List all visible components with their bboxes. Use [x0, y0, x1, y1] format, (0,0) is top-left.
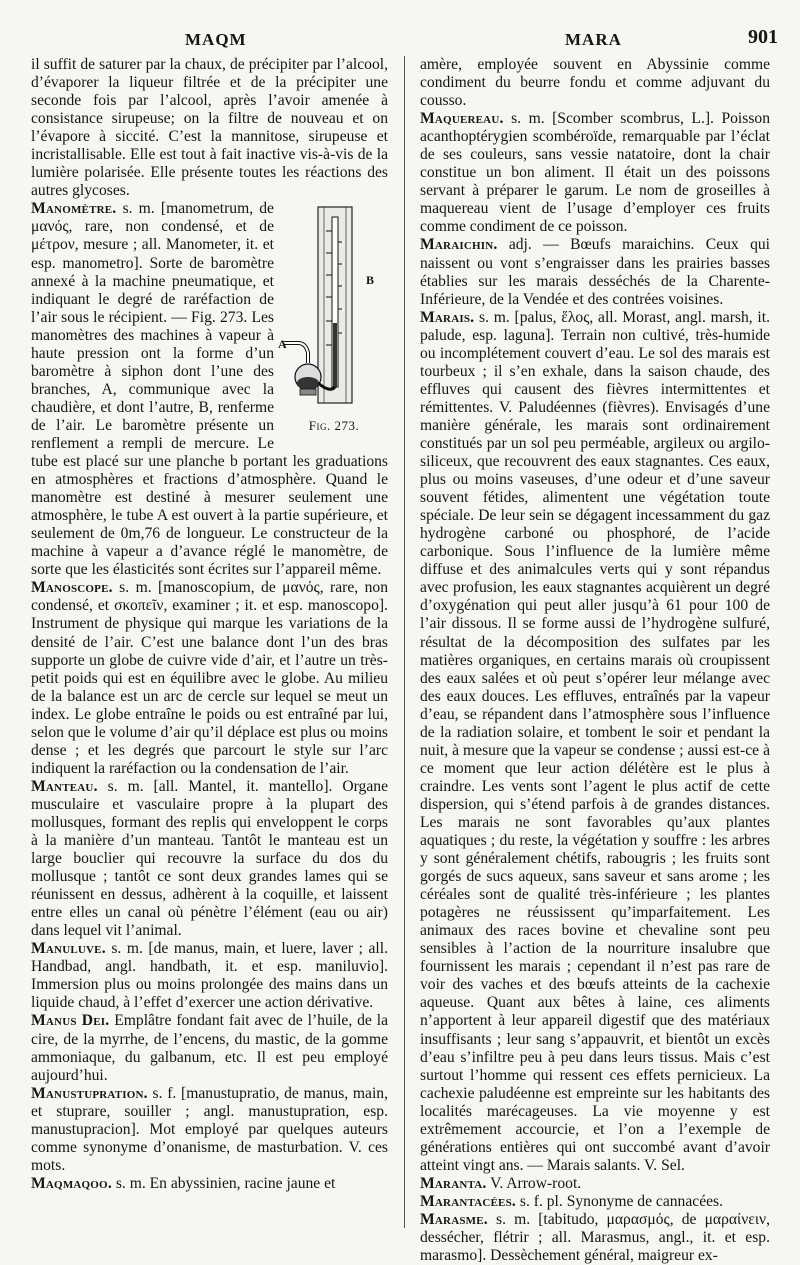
- entry-manometre: [31, 200, 388, 579]
- entry-maqmaqoo: [31, 1175, 388, 1193]
- headword-maraichin: Maraichin.: [420, 236, 498, 254]
- headword-manustupration: Manustupration.: [31, 1084, 148, 1102]
- running-header: [30, 26, 778, 50]
- figure-label-b: B: [366, 273, 375, 288]
- figure-caption: Fig. 273.: [308, 418, 360, 434]
- definition-maqmaqoo: s. m. En abyssinien, racine jaune et: [115, 1174, 336, 1192]
- headword-manteau: Manteau.: [31, 777, 98, 795]
- page-number: 901: [748, 26, 778, 48]
- definition-marais: s. m. [palus, ἕλος, all. Morast, angl. marsh, it. palude, esp. laguna]. Terrain non cultivé, très-humide ou incomplétement couvert d’eau. Le sol des marais est tourbeux ; il s’en exhale, dans la saison chaude, des effluves qui causent des fièvres intermittentes et rémittentes. V. Paludéennes (fièvres). Envisagés d’une manière générale, les marais sont ordinairement constitués par un sol peu perméable, argileux ou argilo-siliceux, que recouvrent des eaux stagnantes. Ces eaux, plus ou moins vaseuses, d’une odeur et d’une saveur souvent fétides, alimentent une végétation toute spéciale. De leur sein se dégagent incessamment du gaz hydrogène carboné ou phosphoré, de l’acide carbonique. Sous l’influence de la lumière même diffuse et des animalcules verts qui y sont répandus avec profusion, les eaux stagnantes acquièrent un degré d’oxygénation qui peut aller jusqu’à 61 pour 100 de l’air dissous. Il se forme aussi de l’hydrogène sulfuré, résultat de la décomposition des sulfates par les matières organiques, en certains marais où croupissent des eaux salées et où peut s’opérer leur mélange avec des eaux douces. Les effluves, entraînés par la vapeur d’eau, se répandent dans l’atmosphère sous l’influence de la radiation solaire, et tombent le soir et pendant la nuit, à mesure que la vapeur se condense ; aussi est-ce à ce moment que leur action délétère est le plus à craindre. Les vents sont l’agent le plus actif de cette dispersion, qui s’étend parfois à de grandes distances. Les marais ne sont favorables qu’aux plantes aquatiques ; du reste, la végétation y souffre : les arbres y sont généralement chétifs, rabougris ; les fruits sont gorgés de sucs aqueux, sans saveur et sans arome ; les céréales sont de qualité très-inférieure ; les plantes potagères ne réussissent qu’imparfaitement. Les animaux des races bovine et chevaline sont peu sensibles à l’action de la nourriture insalubre que fournissent les marais ; cependant il n’est pas rare de voir des vaches et des bœufs atteints de la cachexie aqueuse. Quant aux bêtes à laine, ces aliments n’apportent à leur appareil digestif que des matériaux insuffisants ; leur sang s’appauvrit, et bientôt un excès d’eau s’infiltre peu à peu dans leurs tissus. Mais c’est surtout l’homme qui ressent ces effets pernicieux. La cachexie paludéenne est empreinte sur les habitants des localités marécageuses. La vie moyenne y est extrêmement accourcie, et l’on a l’exemple de générations entières qui ont succombé avant d’avoir atteint vingt ans. — Marais salants. V. Sel.: [420, 308, 770, 1174]
- entry-continuation: il suffit de saturer par la chaux, de précipiter par l’alcool, d’évaporer la liqueur filtrée et de la précipiter une seconde fois par l’alcool, après l’avoir amenée à consistance sirupeuse; on la filtre de nouveau et on l’évapore à siccité. C’est la mannitose, sirupeuse et incristallisable. Elle est tout à fait inactive vis-à-vis de la lumière polarisée. Elle présente toutes les réactions des autres glycoses.: [31, 56, 388, 200]
- left-column: [31, 56, 388, 1193]
- entry-manoscope: [31, 579, 388, 778]
- entry-manus-dei: [31, 1012, 388, 1084]
- definition-manometre: s. m. [manometrum, de μανός, rare, non condensé, et de μέτρον, mesure ; all. Manometer, it. et esp. manometro]. Sorte de baromètre annexé à la machine pneumatique, et indiquant le degré de raréfaction de l’air sous le récipient. — Fig. 273. Les manomètres des machines à vapeur à haute pression ont la forme d’un baromètre à siphon dont l’une des branches, A, communique avec la chaudière, et dont l’autre, B, renferme de l’air. Le baromètre présente un renflement a rempli de mercure. Le tube est placé sur une planche b portant les graduations en atmosphères et fractions d’atmosphère. Quand le manomètre est destiné à mesurer seulement une atmosphère, le tube A est ouvert à la partie supérieure, et seulement de 0m,76 de longueur. Le constructeur de la machine à vapeur a d’avance réglé le manomètre, de sorte que les élasticités sont écrites sur l’appareil même.: [31, 200, 388, 579]
- entry-marais: [420, 309, 770, 1175]
- entry-manteau: [31, 778, 388, 940]
- definition-manus-dei: Emplâtre fondant fait avec de l’huile, de la cire, de la myrrhe, de l’encens, du mastic, de la gomme ammoniaque, du galbanum, etc. Il est peu employé aujourd’hui.: [31, 1012, 388, 1084]
- definition-manustupration: s. f. [manustupratio, de manus, main, et stuprare, souiller ; angl. manustupration, esp. manustupracion]. Mot employé par quelques auteurs comme synonyme d’onanisme, de masturbation. V. ces mots.: [31, 1084, 388, 1174]
- figure-label-a: A: [278, 337, 287, 352]
- definition-maquereau: s. m. [Scomber scombrus, L.]. Poisson acanthoptérygien scombéroïde, remarquable par l’éclat de ses couleurs, sans vessie natatoire, dont la chair constitue un bon aliment. Il était un des poissons servant à préparer le garum. Le nom de groseilles à maquereau vient de l’usage d’employer ces fruits comme condiment de ce poisson.: [420, 110, 770, 236]
- entry-maraichin: [420, 236, 770, 308]
- manometer-illustration: [280, 203, 388, 435]
- headword-marantacees: Marantacées.: [420, 1192, 516, 1210]
- definition-marasme: s. m. [tabitudo, μαρασμός, de μαραίνειν, dessécher, flétrir ; all. Marasmus, angl., it. et esp. marasmo]. Dessèchement général, maigreur ex-: [420, 1211, 770, 1265]
- manometer-figure: [280, 203, 388, 435]
- definition-manteau: s. m. [all. Mantel, it. mantello]. Organe musculaire et vasculaire propre à la plupart des mollusques, formant des replis qui enveloppent le corps à la manière d’un manteau. Tantôt le manteau est un large bouclier qui recouvre la surface du dos du mollusque ; tantôt ce sont deux grandes lames qui se réunissent en dessus, adhèrent à la coquille, et laissent entre elles un canal où pénètre l’élément (eau ou air) dans lequel vit l’animal.: [31, 777, 388, 940]
- headword-marais: Marais.: [420, 308, 475, 326]
- entry-marantacees: [420, 1193, 770, 1211]
- entry-continuation: amère, employée souvent en Abyssinie comme condiment du beurre fondu et comme adjuvant du cousso.: [420, 56, 770, 110]
- definition-manuluve: s. m. [de manus, main, et luere, laver ; all. Handbad, angl. handbath, it. et esp. maniluvio]. Immersion plus ou moins prolongée des mains dans un liquide chaud, à l’effet d’exercer une action dérivative.: [31, 940, 388, 1012]
- column-divider: [404, 56, 405, 1228]
- entry-manustupration: [31, 1085, 388, 1175]
- headword-maquereau: Maquereau.: [420, 110, 504, 128]
- headword-maranta: Maranta.: [420, 1174, 487, 1192]
- definition-maraichin: adj. — Bœufs maraichins. Ceux qui naissent ou vont s’engraisser dans les prairies basses établies sur les marais desséchés de la Charente-Inférieure, de la Vendée et des contrées voisines.: [420, 236, 770, 308]
- headword-manoscope: Manoscope.: [31, 579, 113, 597]
- headword-marasme: Marasme.: [420, 1211, 488, 1228]
- definition-maranta: V. Arrow-root.: [490, 1174, 582, 1192]
- headword-manuluve: Manuluve.: [31, 940, 106, 958]
- header-left-word: MAQM: [185, 30, 247, 49]
- headword-manus-dei: Manus Dei.: [31, 1012, 110, 1030]
- entry-manuluve: [31, 940, 388, 1012]
- headword-manometre: Manomètre.: [31, 200, 117, 218]
- definition-manoscope: s. m. [manoscopium, de μανός, rare, non condensé, et σκοπεῖν, examiner ; it. et esp. manoscopo]. Instrument de physique qui marque les variations de la densité de l’air. C’est une balance dont l’un des bras supporte un globe de cuivre vide d’air, et l’autre un très-petit poids qui est en équilibre avec le globe. Au milieu de la balance est un arc de cercle sur lequel se meut un index. Le globe entraîne le poids ou est entraîné par lui, selon que le volume d’air qu’il déplace est plus ou moins dense ; et les degrés que parcourt le style sur l’arc indiquent la raréfaction ou la condensation de l’air.: [31, 579, 388, 777]
- entry-maranta: [420, 1175, 770, 1193]
- headword-maqmaqoo: Maqmaqoo.: [31, 1174, 112, 1192]
- definition-marantacees: s. f. pl. Synonyme de cannacées.: [519, 1192, 723, 1210]
- entry-marasme: [420, 1211, 770, 1265]
- header-right-word: MARA: [565, 30, 622, 49]
- right-column: [420, 56, 770, 1265]
- entry-maquereau: [420, 110, 770, 236]
